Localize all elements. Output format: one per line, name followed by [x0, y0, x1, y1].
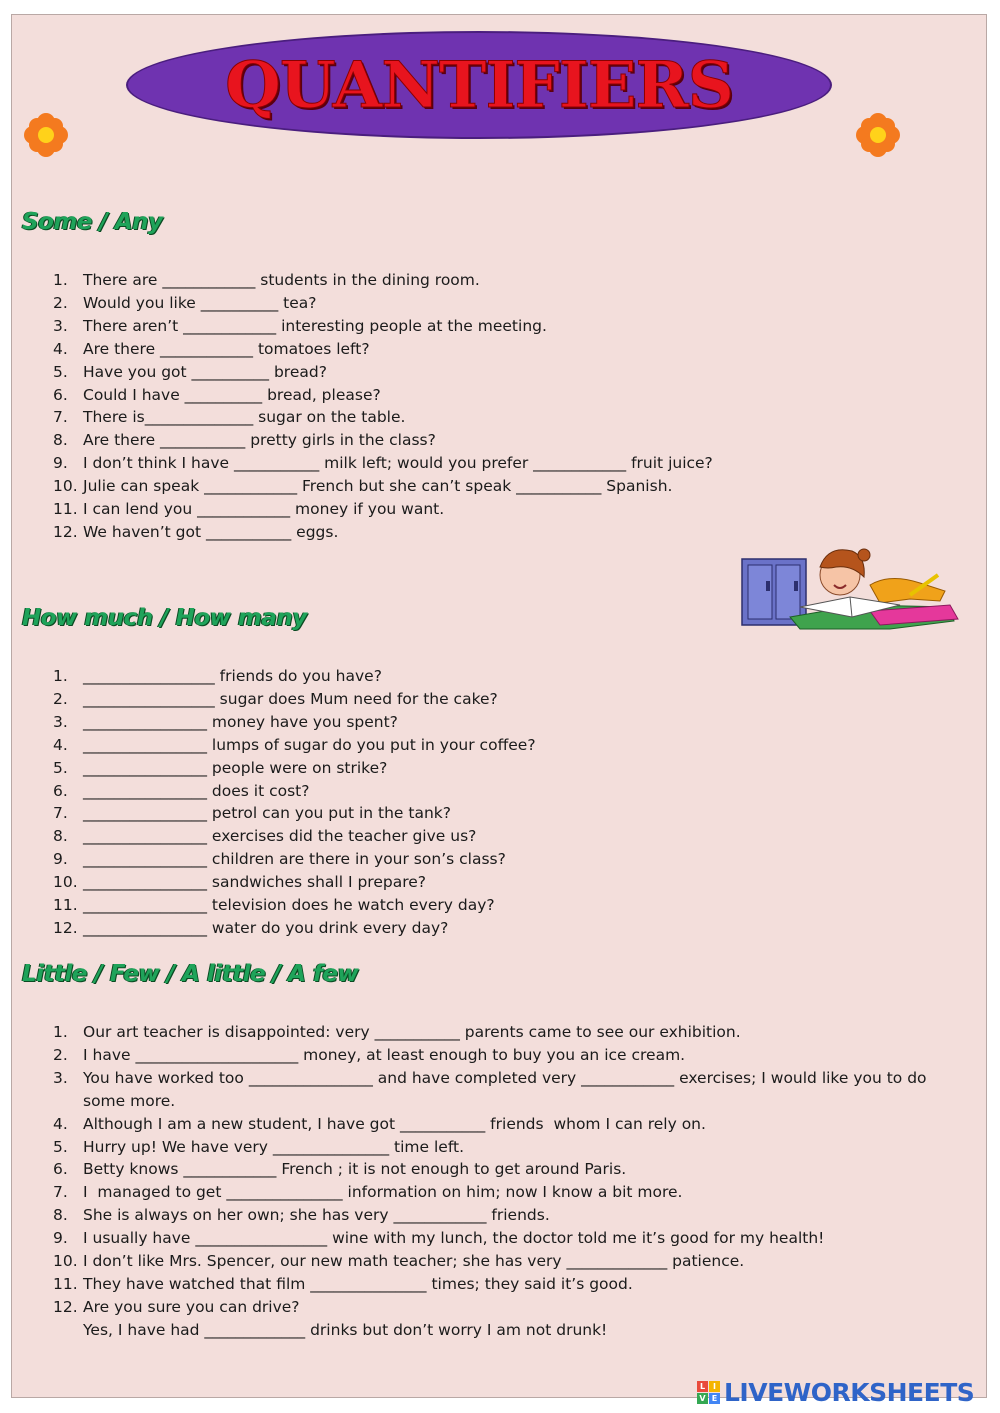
- list-item: 4. Are there ____________ tomatoes left?: [53, 339, 370, 358]
- title-banner: [126, 31, 832, 139]
- list-item: 10. ________________ sandwiches shall I prepare?: [53, 873, 427, 892]
- list-item: 4. Although I am a new student, I have got ___________ friends whom I can rely on.: [53, 1114, 706, 1133]
- list-item: 2. Would you like __________ tea?: [53, 293, 317, 312]
- list-item: 7. ________________ petrol can you put in the tank?: [53, 804, 451, 823]
- list-item: 6. Could I have __________ bread, please?: [53, 385, 381, 404]
- list-item: 8. Are there ___________ pretty girls in the class?: [53, 431, 436, 450]
- list-item: 12. Are you sure you can drive? Yes, I have had _____________ drinks but don’t worry I am not drunk!: [53, 1297, 608, 1339]
- section-heading-some-any: Some / Any: [22, 209, 163, 235]
- list-item: 6. ________________ does it cost?: [53, 781, 310, 800]
- list-item: 1. _________________ friends do you have?: [53, 667, 382, 685]
- list-item: 1. Our art teacher is disappointed: very ___________ parents came to see our exhibition.: [53, 1023, 741, 1041]
- list-item: 3. ________________ money have you spent?: [53, 712, 398, 731]
- brand-name: LIVEWORKSHEETS: [724, 1377, 975, 1407]
- list-item: 7. I managed to get _______________ information on him; now I know a bit more.: [53, 1183, 683, 1202]
- list-item: 12. We haven’t got ___________ eggs.: [53, 522, 339, 541]
- list-item: 10. Julie can speak ____________ French but she can’t speak ___________ Spanish.: [53, 477, 673, 496]
- list-item: 11. I can lend you ____________ money if you want.: [53, 500, 445, 519]
- list-item: 5. Have you got __________ bread?: [53, 362, 327, 381]
- exercise-list-some-any: [53, 269, 973, 544]
- exercise-list-how-much-how-many: [53, 665, 973, 940]
- list-item: 9. I don’t think I have ___________ milk left; would you prefer ____________ fruit juice?: [53, 454, 713, 473]
- student-reading-illustration: [740, 545, 962, 635]
- list-item: 9. I usually have _________________ wine with my lunch, the doctor told me it’s good for my health!: [53, 1229, 825, 1248]
- list-item: 1. There are ____________ students in the dining room.: [53, 271, 480, 289]
- list-item: 8. ________________ exercises did the teacher give us?: [53, 827, 477, 846]
- page-title: QUANTIFIERS: [225, 47, 733, 123]
- flower-icon: [22, 111, 70, 159]
- exercise-list-little-few: [53, 1021, 973, 1342]
- list-item: 11. ________________ television does he watch every day?: [53, 896, 495, 915]
- list-item: 7. There is______________ sugar on the table.: [53, 408, 406, 427]
- flower-icon: [854, 111, 902, 159]
- list-item: 8. She is always on her own; she has very ____________ friends.: [53, 1206, 550, 1225]
- liveworksheets-logo-icon: L I V E: [697, 1381, 720, 1404]
- list-item: 9. ________________ children are there in your son’s class?: [53, 850, 506, 869]
- list-item: 5. ________________ people were on strike?: [53, 758, 388, 777]
- list-item: 3. There aren’t ____________ interesting people at the meeting.: [53, 316, 547, 335]
- list-item: 5. Hurry up! We have very _______________ time left.: [53, 1137, 465, 1156]
- section-heading-how-much-how-many: How much / How many: [22, 605, 307, 631]
- list-item: 4. ________________ lumps of sugar do you put in your coffee?: [53, 735, 536, 754]
- list-item: 11. They have watched that film _______________ times; they said it’s good.: [53, 1274, 633, 1293]
- list-item: 12. ________________ water do you drink every day?: [53, 918, 449, 937]
- list-item: 3. You have worked too ________________ and have completed very ____________ exercises; I would like you to do some more.: [53, 1068, 932, 1110]
- list-item: 10. I don’t like Mrs. Spencer, our new math teacher; she has very _____________ patience.: [53, 1252, 745, 1271]
- list-item: 2. _________________ sugar does Mum need for the cake?: [53, 689, 498, 708]
- list-item: 6. Betty knows ____________ French ; it is not enough to get around Paris.: [53, 1160, 627, 1179]
- liveworksheets-brand[interactable]: [697, 1378, 974, 1406]
- list-item: 2. I have _____________________ money, at least enough to buy you an ice cream.: [53, 1045, 686, 1064]
- section-heading-little-few: Little / Few / A little / A few: [22, 961, 359, 987]
